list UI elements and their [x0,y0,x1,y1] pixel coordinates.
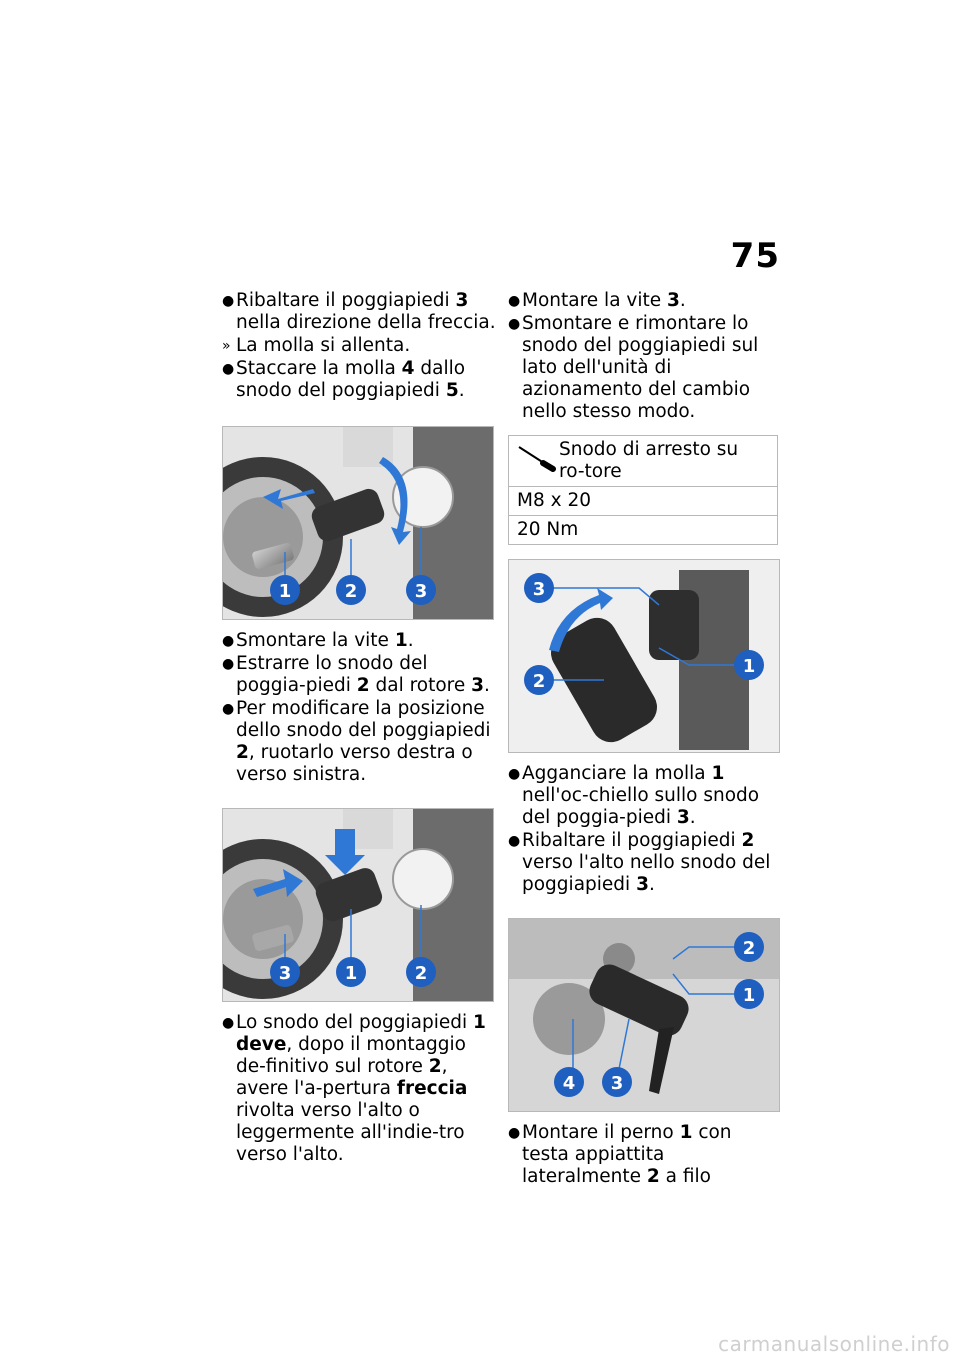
step-item: ● Lo snodo del poggiapiedi 1 deve, dopo il montaggio de-finitivo sul rotore 2, avere l'a-pertura freccia rivolta verso l'alto o leggermente all'indie-tro verso l'alto. [222,1012,486,1165]
bullet-icon: ● [222,656,235,672]
callout-2 [524,665,554,695]
bullet-icon: ● [508,833,521,849]
bullet-icon: ● [222,633,235,649]
svg-text:1: 1 [742,985,756,1006]
spec-title-row [509,436,778,487]
result-arrow-icon: » [222,338,231,354]
callout-1 [734,650,764,680]
step-item: ● Staccare la molla 4 dallo snodo del poggiapiedi 5. [222,358,466,401]
step-item: ● Smontare e rimontare lo snodo del poggiapiedi sul lato dell'unità di azionamento del cambio nello stesso modo. [508,313,759,422]
svg-text:3: 3 [610,1073,624,1094]
spec-torque: 20 Nm [509,516,778,545]
svg-text:2: 2 [532,671,546,692]
figure-footpeg-alignment [222,808,494,1002]
svg-text:4: 4 [562,1073,576,1094]
svg-text:1: 1 [742,656,756,677]
step-item: ● Smontare la vite 1. [222,630,414,651]
callout-3 [406,575,436,605]
torque-spec-table [508,435,778,545]
callout-3 [270,957,300,987]
callout-1 [270,575,300,605]
step-item: ● Montare la vite 3. [508,290,686,311]
step-item: ● Per modificare la posizione dello snodo del poggiapiedi 2, ruotarlo verso destra o verso sinistra. [222,698,491,785]
step-item: ● Ribaltare il poggiapiedi 3 nella direzione della freccia. [222,290,496,333]
spec-size-row [509,487,778,516]
step-item: ● Estrarre lo snodo del poggia-piedi 2 dal rotore 3. [222,653,490,696]
svg-text:2: 2 [414,963,428,984]
svg-text:1: 1 [278,581,292,602]
spec-size: M8 x 20 [509,487,778,516]
callout-3 [602,1067,632,1097]
right-column [508,290,783,1189]
result-item: » La molla si allenta. [222,335,411,356]
bullet-icon: ● [222,701,235,717]
svg-text:3: 3 [532,579,546,600]
callout-1 [336,957,366,987]
svg-text:1: 1 [344,963,358,984]
step-item: ● Ribaltare il poggiapiedi 2 verso l'alto nello snodo del poggiapiedi 3. [508,830,771,895]
callout-2 [406,957,436,987]
callout-1 [734,979,764,1009]
left-column [222,290,497,1167]
callout-4 [554,1067,584,1097]
svg-text:3: 3 [414,581,428,602]
bullet-icon: ● [222,361,235,377]
svg-text:2: 2 [742,938,756,959]
bullet-icon: ● [508,1125,521,1141]
bullet-icon: ● [508,316,521,332]
svg-text:3: 3 [278,963,292,984]
figure-footpeg-pin [508,918,780,1112]
figure-footpeg-removal [222,426,494,620]
page-number: 75 [730,236,780,276]
wrench-icon [517,439,559,479]
callout-2 [734,932,764,962]
spec-torque-row [509,516,778,545]
bullet-icon: ● [222,1015,235,1031]
spec-title: Snodo di arresto su ro-tore [559,439,739,482]
svg-text:2: 2 [344,581,358,602]
bullet-icon: ● [508,766,521,782]
callout-2 [336,575,366,605]
step-item: ● Montare il perno 1 con testa appiattita lateralmente 2 a filo [508,1122,732,1187]
footer-watermark: carmanualsonline.info [718,1332,950,1356]
bullet-icon: ● [508,293,521,309]
figure-footpeg-spring [508,559,780,753]
callout-3 [524,573,554,603]
step-item: ● Agganciare la molla 1 nell'oc-chiello sullo snodo del poggia-piedi 3. [508,763,760,828]
bullet-icon: ● [222,293,235,309]
